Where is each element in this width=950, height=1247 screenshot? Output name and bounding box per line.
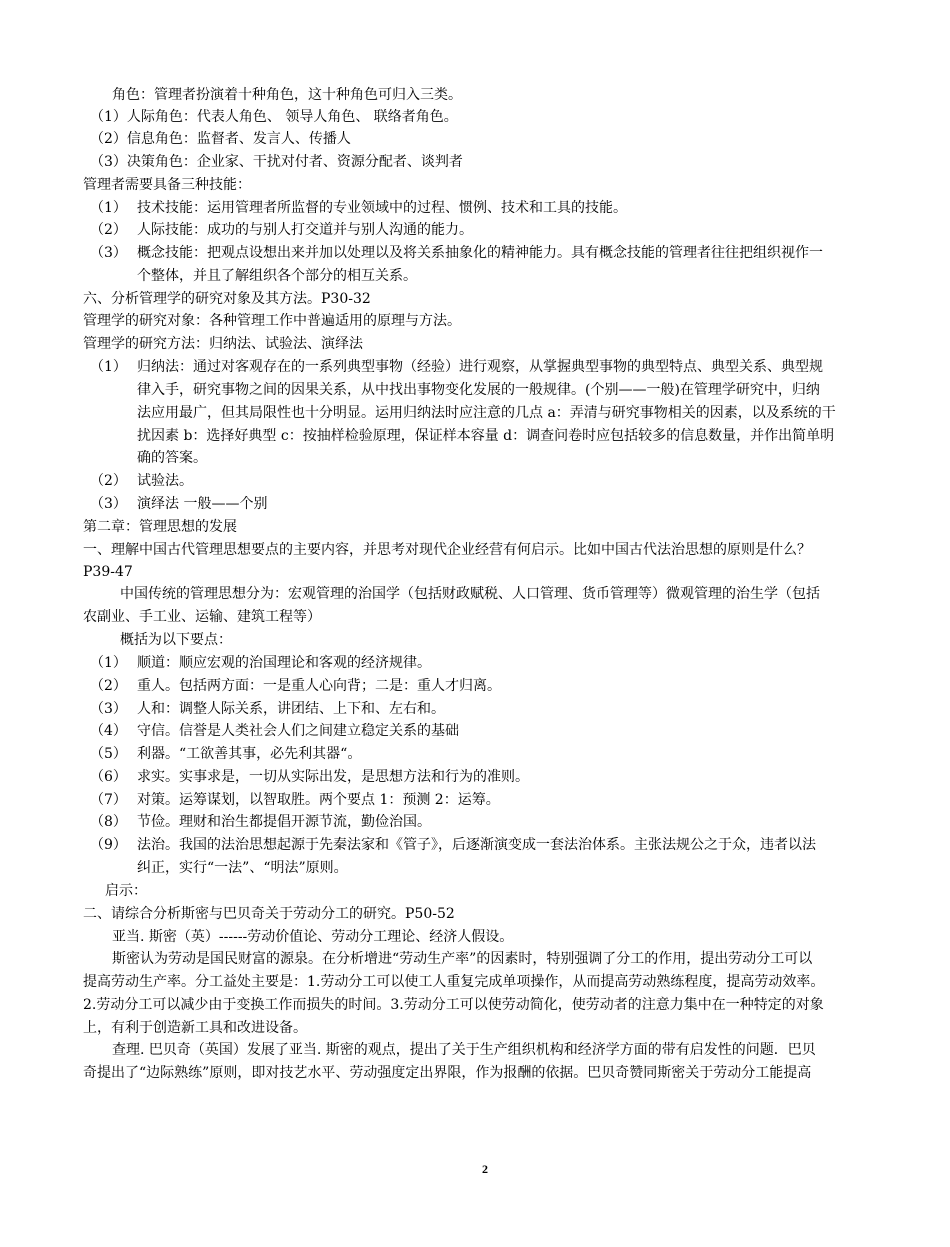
text-line: 斯密认为劳动是国民财富的源泉。在分析增进“劳动生产率”的因素时，特别强调了分工的作用，提出劳动分工可以 xyxy=(112,951,813,967)
list-number: （2） xyxy=(90,222,127,238)
list-item-continuation: 确的答案。 xyxy=(137,450,207,466)
list-text: 概念技能：把观点设想出来并加以处理以及将关系抽象化的精神能力。具有概念技能的管理者往往把组织视作一 xyxy=(137,245,823,261)
text-line: （2）信息角色：监督者、发言人、传播人 xyxy=(90,131,351,147)
list-number: （8） xyxy=(90,814,127,830)
text-line: 管理学的研究方法：归纳法、试验法、演绎法 xyxy=(83,336,363,352)
text-line: 奇提出了“边际熟练”原则，即对技艺水平、劳动强度定出界限，作为报酬的依据。巴贝奇赞同斯密关于劳动分工能提高 xyxy=(83,1065,812,1081)
text-line: 农副业、手工业、运输、建筑工程等） xyxy=(83,609,321,625)
list-number: （1） xyxy=(90,655,127,671)
text-line: 管理者需要具备三种技能： xyxy=(83,177,251,193)
text-line: 管理学的研究对象：各种管理工作中普遍适用的原理与方法。 xyxy=(83,313,461,329)
list-item-continuation: 个整体，并且了解组织各个部分的相互关系。 xyxy=(137,268,417,284)
list-text: 归纳法：通过对客观存在的一系列典型事物（经验）进行观察，从掌握典型事物的典型特点、典型关系、典型规 xyxy=(137,359,823,375)
section-heading: 一、理解中国古代管理思想要点的主要内容，并思考对现代企业经营有何启示。比如中国古代法治思想的原则是什么？ xyxy=(83,542,811,558)
text-line: P39-47 xyxy=(83,564,133,580)
list-number: （3） xyxy=(90,245,127,261)
list-item-continuation: 扰因素 b：选择好典型 c：按抽样检验原理，保证样本容量 d：调查问卷时应包括较多的信息数量，并作出简单明 xyxy=(137,428,835,444)
list-item-continuation: 纠正，实行“一法”、“明法”原则。 xyxy=(137,860,348,876)
text-line: 中国传统的管理思想分为：宏观管理的治国学（包括财政赋税、人口管理、货币管理等）微观管理的治生学（包括 xyxy=(120,586,820,602)
list-number: （5） xyxy=(90,746,127,762)
text-line: （1）人际角色：代表人角色、 领导人角色、 联络者角色。 xyxy=(90,109,458,125)
text-line: 启示： xyxy=(105,883,147,899)
section-heading: 二、请综合分析斯密与巴贝奇关于劳动分工的研究。P50-52 xyxy=(83,906,455,922)
text-line: 角色：管理者扮演着十种角色，这十种角色可归入三类。 xyxy=(112,87,462,103)
list-text: 重人。包括两方面：一是重人心向背；二是：重人才归离。 xyxy=(137,678,501,694)
list-text: 演绎法 一般——个别 xyxy=(137,496,268,512)
list-number: （7） xyxy=(90,792,127,808)
text-line: 亚当. 斯密（英）------劳动价值论、劳动分工理论、经济人假设。 xyxy=(112,929,514,945)
list-item-continuation: 律入手，研究事物之间的因果关系，从中找出事物变化发展的一般规律。(个别——一般)在管理学研究中，归纳 xyxy=(137,382,820,398)
list-text: 顺道：顺应宏观的治国理论和客观的经济规律。 xyxy=(137,655,431,671)
list-number: （3） xyxy=(90,701,127,717)
list-text: 利器。“工欲善其事，必先利其器“。 xyxy=(137,746,362,762)
list-text: 技术技能：运用管理者所监督的专业领域中的过程、惯例、技术和工具的技能。 xyxy=(137,200,627,216)
list-number: （2） xyxy=(90,678,127,694)
text-line: 概括为以下要点： xyxy=(120,632,232,648)
list-number: （9） xyxy=(90,837,127,853)
list-text: 人和：调整人际关系，讲团结、上下和、左右和。 xyxy=(137,701,445,717)
list-number: （3） xyxy=(90,496,127,512)
list-text: 人际技能：成功的与别人打交道并与别人沟通的能力。 xyxy=(137,222,473,238)
chapter-heading: 第二章：管理思想的发展 xyxy=(83,519,237,535)
list-text: 守信。信誉是人类社会人们之间建立稳定关系的基础 xyxy=(137,723,459,739)
text-line: 提高劳动生产率。分工益处主要是：1.劳动分工可以使工人重复完成单项操作，从而提高劳动熟练程度，提高劳动效率。 xyxy=(83,974,825,990)
list-text: 节俭。理财和治生都提倡开源节流，勤俭治国。 xyxy=(137,814,431,830)
list-text: 对策。运筹谋划，以智取胜。两个要点 1：预测 2：运筹。 xyxy=(137,792,500,808)
list-number: （1） xyxy=(90,359,127,375)
list-item-continuation: 法应用最广，但其局限性也十分明显。运用归纳法时应注意的几点 a：弄清与研究事物相关的因素，以及系统的干 xyxy=(137,405,836,421)
list-text: 求实。实事求是，一切从实际出发，是思想方法和行为的准则。 xyxy=(137,769,529,785)
list-number: （4） xyxy=(90,723,127,739)
page-number: 2 xyxy=(482,1162,488,1176)
list-text: 试验法。 xyxy=(137,473,193,489)
list-number: （1） xyxy=(90,200,127,216)
section-heading: 六、分析管理学的研究对象及其方法。P30-32 xyxy=(83,291,371,307)
text-line: 上，有利于创造新工具和改进设备。 xyxy=(83,1020,307,1036)
list-number: （6） xyxy=(90,769,127,785)
text-line: 查理. 巴贝奇（英国）发展了亚当. 斯密的观点，提出了关于生产组织机构和经济学方面的带有启发性的问题．巴贝 xyxy=(112,1042,816,1058)
text-line: 2.劳动分工可以减少由于变换工作而损失的时间。3.劳动分工可以使劳动简化，使劳动者的注意力集中在一种特定的对象 xyxy=(83,997,824,1013)
text-line: （3）决策角色：企业家、干扰对付者、资源分配者、谈判者 xyxy=(90,154,463,170)
list-text: 法治。我国的法治思想起源于先秦法家和《管子》，后逐渐演变成一套法治体系。主张法规公之于众，违者以法 xyxy=(137,837,816,853)
list-number: （2） xyxy=(90,473,127,489)
